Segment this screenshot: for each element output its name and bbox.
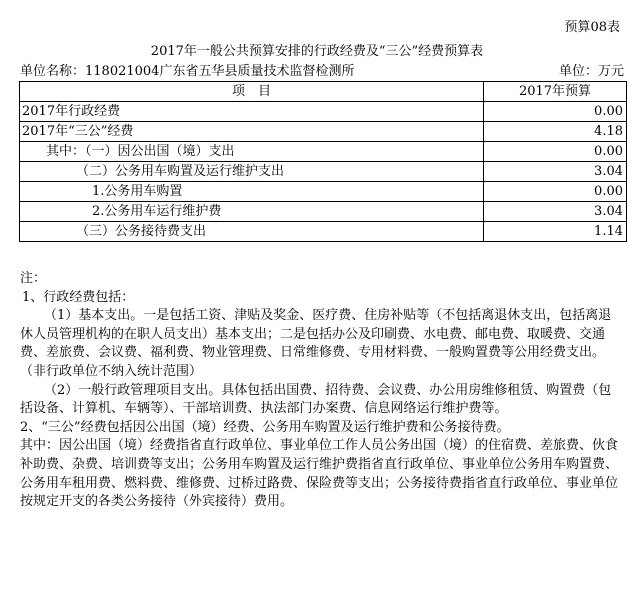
note-three-public: 2、“三公”经费包括因公出国（境）经费、公务用车购置及运行维护费和公务接待费。 xyxy=(20,419,510,435)
table-row xyxy=(20,162,627,182)
table-row xyxy=(20,102,627,122)
row-value: 0.00 xyxy=(484,142,627,162)
notes-heading: 注： xyxy=(20,271,47,286)
row-label: 2017年行政经费 xyxy=(20,102,484,122)
row-label: 2.公务用车运行维护费 xyxy=(20,202,484,222)
page-title: 2017年一般公共预算安排的行政经费及“三公”经费预算表 xyxy=(150,44,484,59)
form-number: 预算08表 xyxy=(564,20,620,35)
unit-name: 单位名称：118021004广东省五华县质量技术监督检测所 xyxy=(20,64,355,79)
table-header-row xyxy=(20,82,627,102)
unit-info-row xyxy=(20,60,624,78)
row-value: 3.04 xyxy=(484,202,627,222)
note-admin-projects: （2）一般行政管理项目支出。具体包括出国费、招待费、会议费、办公用房维修租赁、购置费（包括设备、计算机、车辆等）、干部培训费、执法部门办案费、信息网络运行维护费等。 xyxy=(20,382,612,417)
row-value: 4.18 xyxy=(484,122,627,142)
row-value: 3.04 xyxy=(484,162,627,182)
row-label: 2017年“三公”经费 xyxy=(20,122,484,142)
note-admin-expenses: 1、行政经费包括： xyxy=(22,289,135,305)
header-value: 2017年预算 xyxy=(484,82,627,102)
budget-table xyxy=(19,81,627,242)
table-row xyxy=(20,142,627,162)
row-value: 1.14 xyxy=(484,222,627,242)
row-label: 1.公务用车购置 xyxy=(20,182,484,202)
row-label: （三）公务接待费支出 xyxy=(20,222,484,242)
row-label: 其中：（一）因公出国（境）支出 xyxy=(20,142,484,162)
table-row xyxy=(20,122,627,142)
note-basic-expenditure: （1）基本支出。一是包括工资、津贴及奖金、医疗费、住房补贴等（不包括离退休支出，包括离退休人员管理机构的在职人员支出）基本支出；二是包括办公及印刷费、水电费、邮电费、取暖费、交通费、差旅费、会议费、福利费、物业管理费、日常维修费、专用材料费、一般购置费等公用经费支出。（非行政单位不纳入统计范围） xyxy=(20,308,612,379)
table-row xyxy=(20,182,627,202)
row-value: 0.00 xyxy=(484,102,627,122)
header-item: 项 目 xyxy=(20,82,484,102)
note-definitions: 其中：因公出国（境）经费指省直行政单位、事业单位工作人员公务出国（境）的住宿费、差旅费、伙食补助费、杂费、培训费等支出；公务用车购置及运行维护费指省直行政单位、事业单位公务用车购置费、公务用车租用费、燃料费、维修费、过桥过路费、保险费等支出；公务接待费指省直行政单位、事业单位按规定开支的各类公务接待（外宾接待）费用。 xyxy=(20,438,619,510)
row-label: （二）公务用车购置及运行维护支出 xyxy=(20,162,484,182)
table-row xyxy=(20,222,627,242)
currency-unit: 单位：万元 xyxy=(558,64,624,79)
row-value: 0.00 xyxy=(484,182,627,202)
table-row xyxy=(20,202,627,222)
notes-section xyxy=(20,270,624,512)
